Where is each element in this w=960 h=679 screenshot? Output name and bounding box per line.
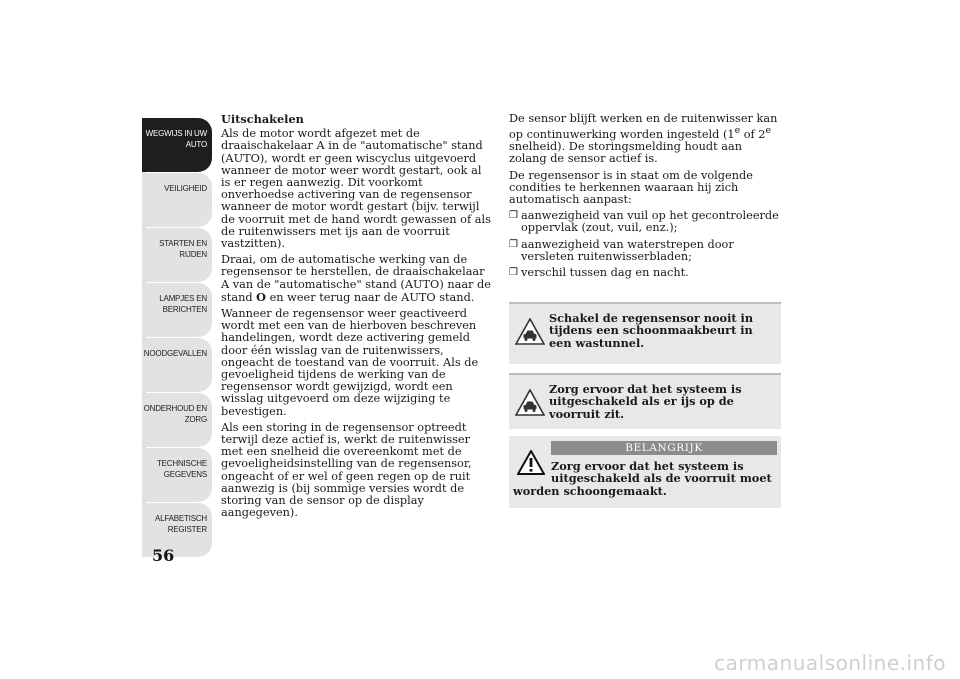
car-warning-icon xyxy=(515,318,545,345)
warning-box-car-wash xyxy=(509,302,781,364)
important-text: Zorg ervoor dat het systeem is uitgeschakeld als de voorruit moet xyxy=(551,459,772,486)
important-title: BELANGRIJK xyxy=(551,441,777,455)
paragraph-text: en weer terug naar de AUTO stand. xyxy=(266,290,475,304)
sidebar-nav xyxy=(142,118,212,558)
paragraph: Wanneer de regensensor weer geactiveerd wordt met een van de hierboven beschreven handelingen, wordt deze activering gemeld door één wisslag van de ruitenwissers, ongeacht de toestand van de voorruit. Als de gevoeligheid tijdens de werking van de regensensor wordt gewijzigd, wordt een wisslag uitgevoerd om deze wijziging te bevestigen. xyxy=(221,307,479,418)
paragraph: De regensensor is in staat om de volgende condities te herkennen waaraan hij zich automatisch aanpast: xyxy=(509,168,753,206)
watermark: carmanualsonline.info xyxy=(714,651,946,675)
checkbox-bullet-icon: ❒ xyxy=(509,210,518,222)
list-item xyxy=(509,267,781,279)
list-item xyxy=(509,239,781,263)
tab-onderhoud-en-zorg[interactable]: ONDERHOUD EN ZORG xyxy=(142,393,212,447)
paragraph-text: of 2 xyxy=(740,127,766,141)
list-item-text: aanwezigheid van vuil op het gecontroleerde oppervlak (zout, vuil, enz.); xyxy=(521,209,779,235)
paragraph: Als een storing in de regensensor optreedt terwijl deze actief is, werkt de ruitenwisser met een snelheid die overeenkomt met de gevoeligheidsinstelling van de regensensor, ongeacht of er wel of geen regen op de ruit aanwezig is (bij sommige versies wordt de storing van de sensor op de display aangegeven). xyxy=(221,420,472,520)
checkbox-bullet-icon: ❒ xyxy=(509,238,518,250)
paragraph-text: snelheid). De storingsmelding houdt aan zolang de sensor actief is. xyxy=(509,140,742,166)
car-warning-icon xyxy=(515,389,545,416)
warning-box-ice xyxy=(509,373,781,429)
section-heading: Uitschakelen xyxy=(221,112,304,126)
left-column xyxy=(221,113,491,524)
tab-veiligheid[interactable]: VEILIGHEID xyxy=(142,173,212,227)
paragraph xyxy=(221,254,491,304)
list-item-text: verschil tussen dag en nacht. xyxy=(521,266,689,279)
tab-technische-gegevens[interactable]: TECHNISCHE GEGEVENS xyxy=(142,448,212,502)
paragraph xyxy=(509,113,781,166)
warning-text: Zorg ervoor dat het systeem is uitgeschakeld als er ijs op de voorruit zit. xyxy=(549,382,742,421)
tab-alfabetisch-register[interactable]: ALFABETISCH REGISTER xyxy=(142,503,212,557)
superscript: e xyxy=(734,125,741,137)
right-column xyxy=(509,113,781,283)
warning-text: Schakel de regensensor nooit in tijdens een schoonmaakbeurt in een wastunnel. xyxy=(549,311,754,350)
bold-text: O xyxy=(256,289,267,304)
tab-wegwijs[interactable]: WEGWIJS IN UW AUTO xyxy=(142,118,212,172)
paragraph-text: De sensor blijft werken en de ruitenwisser kan op continuwerking worden ingesteld (1 xyxy=(509,112,778,141)
exclamation-warning-icon xyxy=(517,450,545,475)
list-item xyxy=(509,210,781,234)
superscript: e xyxy=(765,125,772,137)
tab-starten-en-rijden[interactable]: STARTEN EN RIJDEN xyxy=(142,228,212,282)
paragraph-text: Draai, om de automatische werking van de regensensor te herstellen, de draaischakelaar A van de "automatische" stand (AUTO) naar de stand xyxy=(221,253,491,304)
tab-lampjes-en-berichten[interactable]: LAMPJES EN BERICHTEN xyxy=(142,283,212,337)
paragraph: Als de motor wordt afgezet met de draaischakelaar A in de "automatische" stand (AUTO), wordt er geen wiscyclus uitgevoerd wanneer de motor weer wordt gestart, ook al is er regen aanwezig. Dit voorkomt onverhoedse activering van de regensensor wanneer de motor wordt gestart (bijv. terwijl de voorruit met de hand wordt gewassen of als de ruitenwissers met ijs aan de voorruit vastzitten). xyxy=(221,127,491,251)
tab-noodgevallen[interactable]: NOODGEVALLEN xyxy=(142,338,212,392)
list-item-text: aanwezigheid van waterstrepen door versleten ruitenwisserbladen; xyxy=(521,237,734,263)
important-box xyxy=(509,436,781,508)
checkbox-bullet-icon: ❒ xyxy=(509,267,518,278)
important-text: worden schoongemaakt. xyxy=(513,484,667,498)
page-number: 56 xyxy=(152,546,175,565)
condition-list xyxy=(509,210,781,279)
